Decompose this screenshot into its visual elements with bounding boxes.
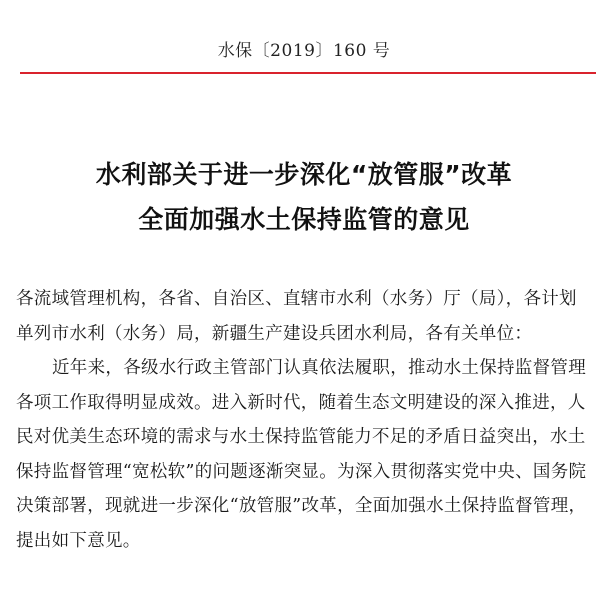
document-number: 水保〔2019〕160 号 bbox=[217, 41, 391, 61]
body-paragraph bbox=[16, 351, 594, 558]
red-divider-line bbox=[20, 72, 596, 74]
document-title-line-1: 水利部关于进一步深化“放管服”改革 bbox=[95, 160, 513, 189]
salutation-text: 各流域管理机构，各省、自治区、直辖市水利（水务）厅（局），各计划单列市水利（水务）局，新疆生产建设兵团水利局，各有关单位： bbox=[16, 289, 577, 344]
document-title-line-2: 全面加强水土保持监管的意见 bbox=[138, 205, 470, 234]
body-paragraph-text: 近年来，各级水行政主管部门认真依法履职，推动水土保持监督管理各项工作取得明显成效。进入新时代，随着生态文明建设的深入推进，人民对优美生态环境的需求与水土保持监管能力不足的矛盾日益突出，水土保持监督管理“宽松软”的问题逐渐突显。为深入贯彻落实党中央、国务院决策部署，现就进一步深化“放管服”改革，全面加强水土保持监督管理，提出如下意见。 bbox=[16, 358, 587, 551]
salutation-paragraph bbox=[16, 282, 594, 351]
